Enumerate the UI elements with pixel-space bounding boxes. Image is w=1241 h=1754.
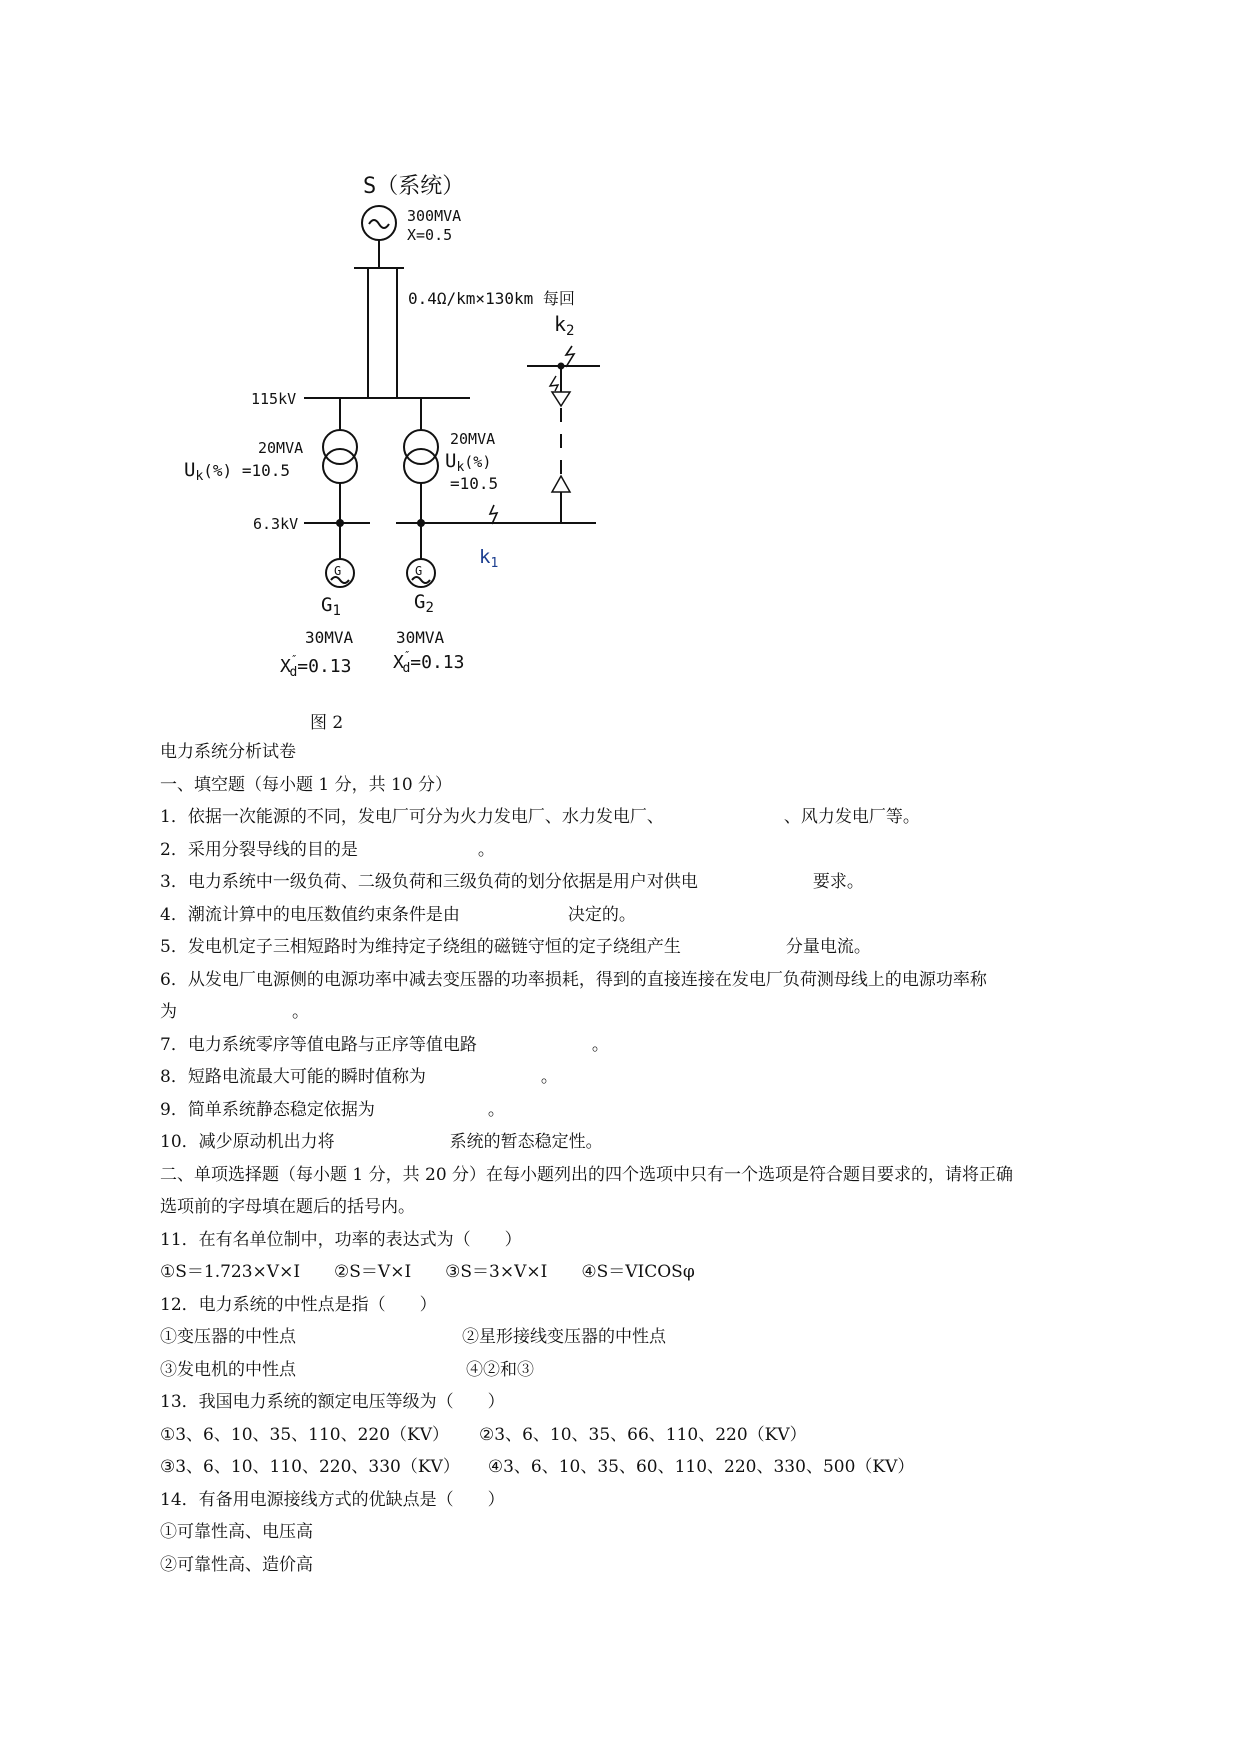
fault-k2-icon [566,346,574,367]
g2-rating: 30MVA [396,628,445,647]
line-parameter: 0.4Ω/km×130km 每回 [408,289,575,308]
question-14-option-2: ②可靠性高、造价高 [160,1554,313,1575]
option: ③发电机的中性点 [160,1359,296,1380]
doc-title: 电力系统分析试卷 [160,742,296,762]
transformer-t2-lower [404,449,438,483]
option: ④②和③ [466,1359,534,1380]
question-6-line2: 为 。 [160,1002,309,1022]
junction-dot [417,519,425,527]
bus-115kv-label: 115kV [251,390,297,408]
question-11-stem: 11．在有名单位制中，功率的表达式为（ ） [160,1229,522,1250]
option: ④3、6、10、35、60、110、220、330、500（KV） [487,1457,915,1477]
exam-text [160,736,1100,1581]
option: ④S＝VICOSφ [581,1262,695,1282]
question-5: 5．发电机定子三相短路时为维持定子绕组的磁链守恒的定子绕组产生 分量电流。 [160,937,871,957]
option: ③S＝3×V×I [445,1262,548,1282]
junction-dot [558,363,565,370]
question-14-option-1: ①可靠性高、电压高 [160,1522,313,1542]
generator-g2-symbol: G [415,564,423,578]
g1-name: $G_1$ [321,594,341,619]
question-12-options-row1 [160,1321,1100,1354]
question-9: 9．简单系统静态稳定依据为 。 [160,1099,505,1120]
ac-wave-icon [369,220,389,228]
t2-impedance-value: =10.5 [450,474,499,493]
system-rating: 300MVA [407,207,462,225]
question-11-options [160,1256,1100,1289]
option: ①变压器的中性点 [160,1327,296,1347]
t2-rating: 20MVA [450,430,496,448]
bus-6kv-label: 6.3kV [253,515,299,533]
question-7: 7．电力系统零序等值电路与正序等值电路 。 [160,1034,609,1055]
g1-rating: 30MVA [305,628,354,647]
question-8: 8．短路电流最大可能的瞬时值称为 。 [160,1067,558,1087]
figure-caption: 图 2 [310,713,344,733]
section2-heading-line2: 选项前的字母填在题后的括号内。 [160,1197,415,1217]
line-end-upper [552,392,570,406]
option: ③3、6、10、110、220、330（KV） [160,1457,460,1477]
transformer-t2-upper [404,430,438,464]
question-3: 3．电力系统中一级负荷、二级负荷和三级负荷的划分依据是用户对供电 要求。 [160,872,864,892]
transformer-t1-lower [323,449,357,483]
g1-reactance: X″ d=0.13 [280,653,352,680]
section2-heading-line1: 二、单项选择题（每小题 1 分，共 20 分）在每小题列出的四个选项中只有一个选项是符合题目要求的，请将正确 [160,1164,1014,1185]
question-14-stem: 14．有备用电源接线方式的优缺点是（ ） [160,1489,505,1510]
question-13-stem: 13．我国电力系统的额定电压等级为（ ） [160,1392,505,1412]
question-13-options-row2 [160,1451,1100,1484]
system-reactance: X=0.5 [407,226,453,244]
option: ②3、6、10、35、66、110、220（KV） [479,1424,807,1445]
g2-name: $G_2$ [414,591,434,616]
t1-rating: 20MVA [258,439,304,457]
question-13-options-row1 [160,1419,1100,1452]
option: ②星形接线变压器的中性点 [462,1327,666,1347]
k1-label: $k_1$ [479,546,499,571]
option: ①3、6、10、35、110、220（KV） [160,1424,450,1445]
question-10: 10．减少原动机出力将 系统的暂态稳定性。 [160,1132,603,1152]
question-12-options-row2 [160,1354,1100,1387]
fault-k1-icon [490,505,497,524]
junction-dot [336,519,344,527]
circuit-diagram [0,0,1241,720]
question-2: 2．采用分裂导线的目的是 。 [160,839,495,860]
g2-reactance: X″ d=0.13 [393,649,465,676]
line-end-lower [552,476,570,492]
section1-heading: 一、填空题（每小题 1 分，共 10 分） [160,774,453,795]
t1-impedance: $U_k^{(\%) =10.5}$ [184,459,290,484]
question-12-stem: 12．电力系统的中性点是指（ ） [160,1294,437,1315]
system-label: S（系统） [363,174,465,199]
k2-label: $k_2$ [554,312,575,339]
generator-g1-symbol: G [334,564,342,578]
question-4: 4．潮流计算中的电压数值约束条件是由 决定的。 [160,904,636,925]
transformer-t1-upper [323,430,357,464]
question-6-line1: 6．从发电厂电源侧的电源功率中减去变压器的功率损耗，得到的直接连接在发电厂负荷测母线上的电源功率称 [160,969,987,990]
t2-impedance: $U_k^{(\%)}$ [445,450,492,475]
option: ①S＝1.723×V×I [160,1262,301,1282]
question-1: 1．依据一次能源的不同，发电厂可分为火力发电厂、水力发电厂、 、风力发电厂等。 [160,807,920,827]
option: ②S＝V×I [334,1262,412,1282]
